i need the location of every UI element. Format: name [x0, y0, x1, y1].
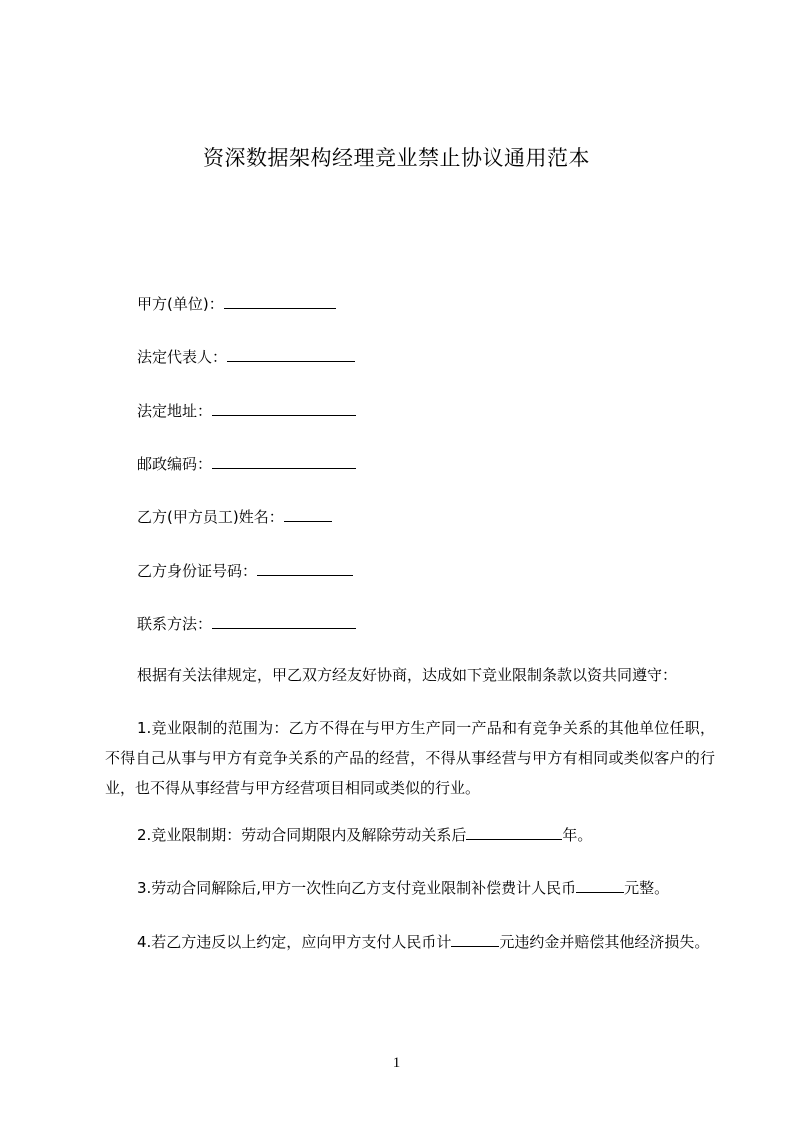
clause-text-after: 元整。 — [624, 879, 670, 897]
field-contact-method — [137, 613, 356, 634]
clause-text: 1.竞业限制的范围为：乙方不得在与甲方生产同一产品和有竞争关系的其他单位任职，不得自己从事与甲方有竞争关系的产品的经营，不得从事经营与甲方有相同或类似客户的行业，也不得从事经营与甲方经营项目相同或类似的行业。 — [105, 719, 715, 797]
clause-blank[interactable] — [576, 878, 624, 893]
clause-2 — [105, 820, 715, 850]
field-blank[interactable] — [212, 400, 356, 416]
clause-4 — [105, 927, 715, 957]
field-label: 乙方身份证号码： — [137, 562, 258, 580]
field-label: 甲方(单位)： — [137, 295, 224, 313]
clause-blank[interactable] — [466, 825, 562, 840]
field-label: 邮政编码： — [137, 455, 213, 473]
field-blank[interactable] — [212, 613, 356, 629]
field-blank[interactable] — [257, 560, 353, 576]
field-blank[interactable] — [224, 293, 336, 309]
clause-text-after: 元违约金并赔偿其他经济损失。 — [499, 933, 710, 951]
field-legal-representative — [137, 346, 355, 367]
clause-blank[interactable] — [451, 932, 499, 947]
field-party-b-id-number — [137, 560, 353, 581]
field-party-a — [137, 293, 336, 314]
field-label: 联系方法： — [137, 615, 213, 633]
field-blank[interactable] — [227, 346, 355, 362]
field-blank[interactable] — [212, 453, 356, 469]
clause-text-before: 4.若乙方违反以上约定，应向甲方支付人民币计 — [137, 933, 452, 951]
intro-text: 根据有关法律规定，甲乙双方经友好协商，达成如下竞业限制条款以资共同遵守： — [137, 666, 678, 684]
clause-text-before: 2.竞业限制期：劳动合同期限内及解除劳动关系后 — [137, 826, 467, 844]
field-label: 乙方(甲方员工)姓名： — [137, 508, 284, 526]
field-label: 法定地址： — [137, 402, 213, 420]
clause-3 — [105, 873, 715, 903]
page-number: 1 — [392, 1055, 401, 1071]
field-label: 法定代表人： — [137, 348, 228, 366]
clause-text-after: 年。 — [562, 826, 593, 844]
clause-1 — [105, 713, 715, 803]
document-title: 资深数据架构经理竞业禁止协议通用范本 — [203, 146, 590, 170]
intro-paragraph — [105, 660, 715, 690]
clause-text-before: 3.劳动合同解除后,甲方一次性向乙方支付竞业限制补偿费计人民币 — [137, 879, 577, 897]
field-postal-code — [137, 453, 356, 474]
field-blank[interactable] — [284, 506, 332, 522]
field-legal-address — [137, 400, 356, 421]
field-party-b-name — [137, 506, 332, 527]
